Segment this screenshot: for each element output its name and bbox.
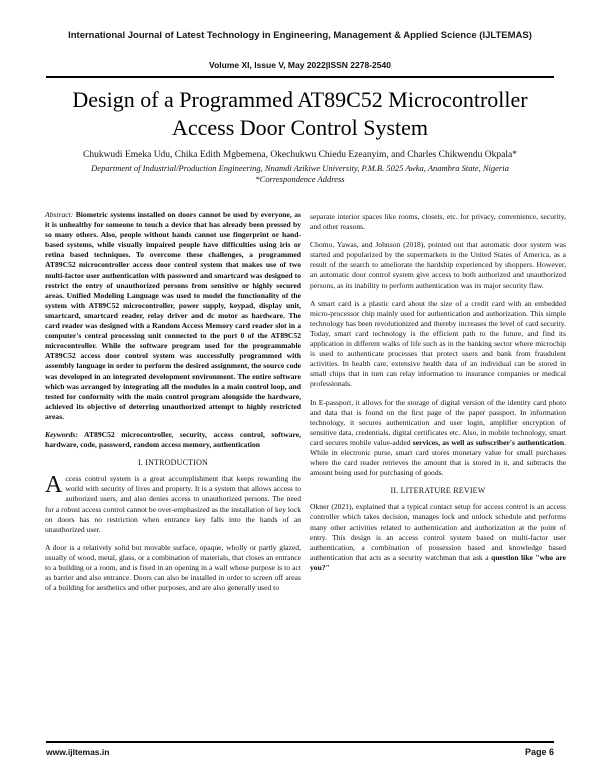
abstract: [45, 210, 301, 422]
p5-text-b: question like "who are you?": [310, 552, 566, 572]
journal-volume: Volume XI, Issue V, May 2022|ISSN 2278-2540: [209, 60, 391, 70]
dropcap: A: [45, 472, 63, 499]
keywords-text: AT89C52 microcontroller, security, access control, software, hardware, code, password, random access memory, authentication: [45, 429, 301, 450]
p4-text-b: services, as well as subscriber's authentication: [412, 437, 565, 447]
p5-text-a: Okner (2021), explained that a typical contact setup for access control is an access controller which takes decision, manages lock and unlock schedule and performs many other activities related to authentication and authorization at the point of entry. This design is an access control system based on multi-factor user authentication, a combination of possession based and knowledge based authentication that acts as a security watchman that ask a: [310, 502, 566, 562]
right-paragraph-4: [310, 398, 566, 479]
right-paragraph-3: A smart card is a plastic card about the size of a credit card with an embedded micro-processor chip mainly used for authentication and authorization. This simple technology has been revolutionized and thereby increases the level of card security. Today, smart card technology is the efficient path to the future, and find its application in different walks of life such as in the banking sector where microchip is used to authenticate processes that protect users and bank from fraudulent activities. In health care, extensive health data of an individual can be stored in small chips that in turn can relay information to insurance companies or medical professionals.: [310, 298, 566, 389]
journal-name: International Journal of Latest Technology in Engineering, Management & Applied Science (IJLTEMAS): [68, 30, 532, 41]
correspondence: *Correspondence Address: [255, 174, 345, 184]
page-number: Page 6: [524, 747, 554, 757]
right-paragraph-5: [310, 502, 566, 573]
affiliation: Department of Industrial/Production Engineering, Nnamdi Azikiwe University, P.M.B. 5025 Awka, Anambra State, Nigeria: [91, 163, 509, 173]
keywords: [45, 430, 301, 450]
abstract-label: Abstract:: [45, 210, 74, 219]
intro-p1-text: ccess control system is a great accomplishment that keeps rewarding the world with security of lives and property. It is a system that allows access to authorized users, and also denies access to unauthorized persons. The need for a robust access control cannot be over-emphasized as the installation of key lock on doors has no restriction when entrance key falls into the hands of an unauthorized user.: [45, 474, 301, 534]
footer-rule: [46, 741, 554, 743]
abstract-text: Biometric systems installed on doors cannot be used by everyone, as it is unhealthy for someone to touch a device that has already been pressed by so many others. Also, people without hands cannot use fingerprint or hand-based systems, while visually impaired people have difficulties using iris or retina based techniques. To overcome these challenges, a programmed AT89C52 microcontroller access door control system that makes use of two multi-factor user authentication with password and smartcard was designed to restrict the entry of unauthorized persons from sensitive or highly secured areas. Unified Modeling Language was used to model the functionality of the system with AT89C52 microcontroller, power supply, keypad, display unit, smartcard, smartcard reader, relay driver and dc motor as hardware. The card reader was designed with a Random Access Memory card reader slot in a computer's central processing unit connected to the port 0 of the AT89C52 microcontroller. While the software program used for the programmable AT89C52 access door control system was successfully programmed with assembly language in order to perform the desired assignment, the source code was developed in an integrated development environment. The entire software which was arranged by integrating all the modules in a main control loop, and tested for conformity with the main control program alongside the hardware, achieved its objective of deterring unauthorized attempt to highly restricted areas.: [45, 210, 301, 421]
paper-title: [40, 86, 560, 142]
intro-paragraph-2: A door is a relatively solid but movable surface, opaque, wholly or partly glazed, usually of wood, metal, glass, or a combination of materials, that closes an entrance to a building or a room, and is fixed in an opening in a wall whose purpose is to act as barrier and also entrance. Doors can also be installed in order to screen off areas of a building for aesthetics and other purposes, and are also generally used to: [45, 542, 301, 593]
title-line-1: Design of a Programmed AT89C52 Microcontroller: [72, 87, 528, 112]
authors: Chukwudi Emeka Udu, Chika Edith Mgbemena, Okechukwu Chiedu Ezeanyim, and Charles Chikwendu Okpala*: [82, 150, 517, 160]
right-paragraph-1: separate interior spaces like rooms, closets, etc. for privacy, convenience, security, and other reasons.: [310, 212, 566, 232]
p4-text-a: In E-passport, it allows for the storage of digital version of the identity card photo and data that is found on the first page of the paper passport. In information technology, it secures authentication and user login, amplifier encryption of sensitive data, credentials, digital certificates etc. Also, in mobile technology, smart card secures mobile value-added: [310, 397, 566, 447]
title-line-2: Access Door Control System: [171, 115, 429, 140]
right-column: [310, 212, 566, 581]
footer-url[interactable]: www.ijltemas.in: [46, 747, 110, 757]
section-heading-introduction: I. INTRODUCTION: [137, 458, 209, 468]
left-column: [45, 210, 301, 601]
affiliation-block: [40, 163, 560, 185]
p4-text-c: . While in electronic purse, smart card stores monetary value for small purchases where the card reader retrieves the amount that is stored in it, and subtracts the amount being used for purchasing of goods.: [310, 437, 566, 478]
keywords-label: Keywords:: [45, 429, 78, 439]
header-rule: [46, 76, 554, 78]
intro-paragraph-1: [45, 474, 301, 535]
right-paragraph-2: Chomo, Yawas, and Johnson (2018), pointed out that automatic door system was started and popularized by the supermarkets in the United States of America, as a result of the search to ameliorate the hardship experienced by shoppers. However, an automatic door control system give access to both authorized and unauthorized persons, as its inability to perform authentication was its major security flaw.: [310, 240, 566, 290]
section-heading-literature-review: II. LITERATURE REVIEW: [390, 486, 486, 496]
